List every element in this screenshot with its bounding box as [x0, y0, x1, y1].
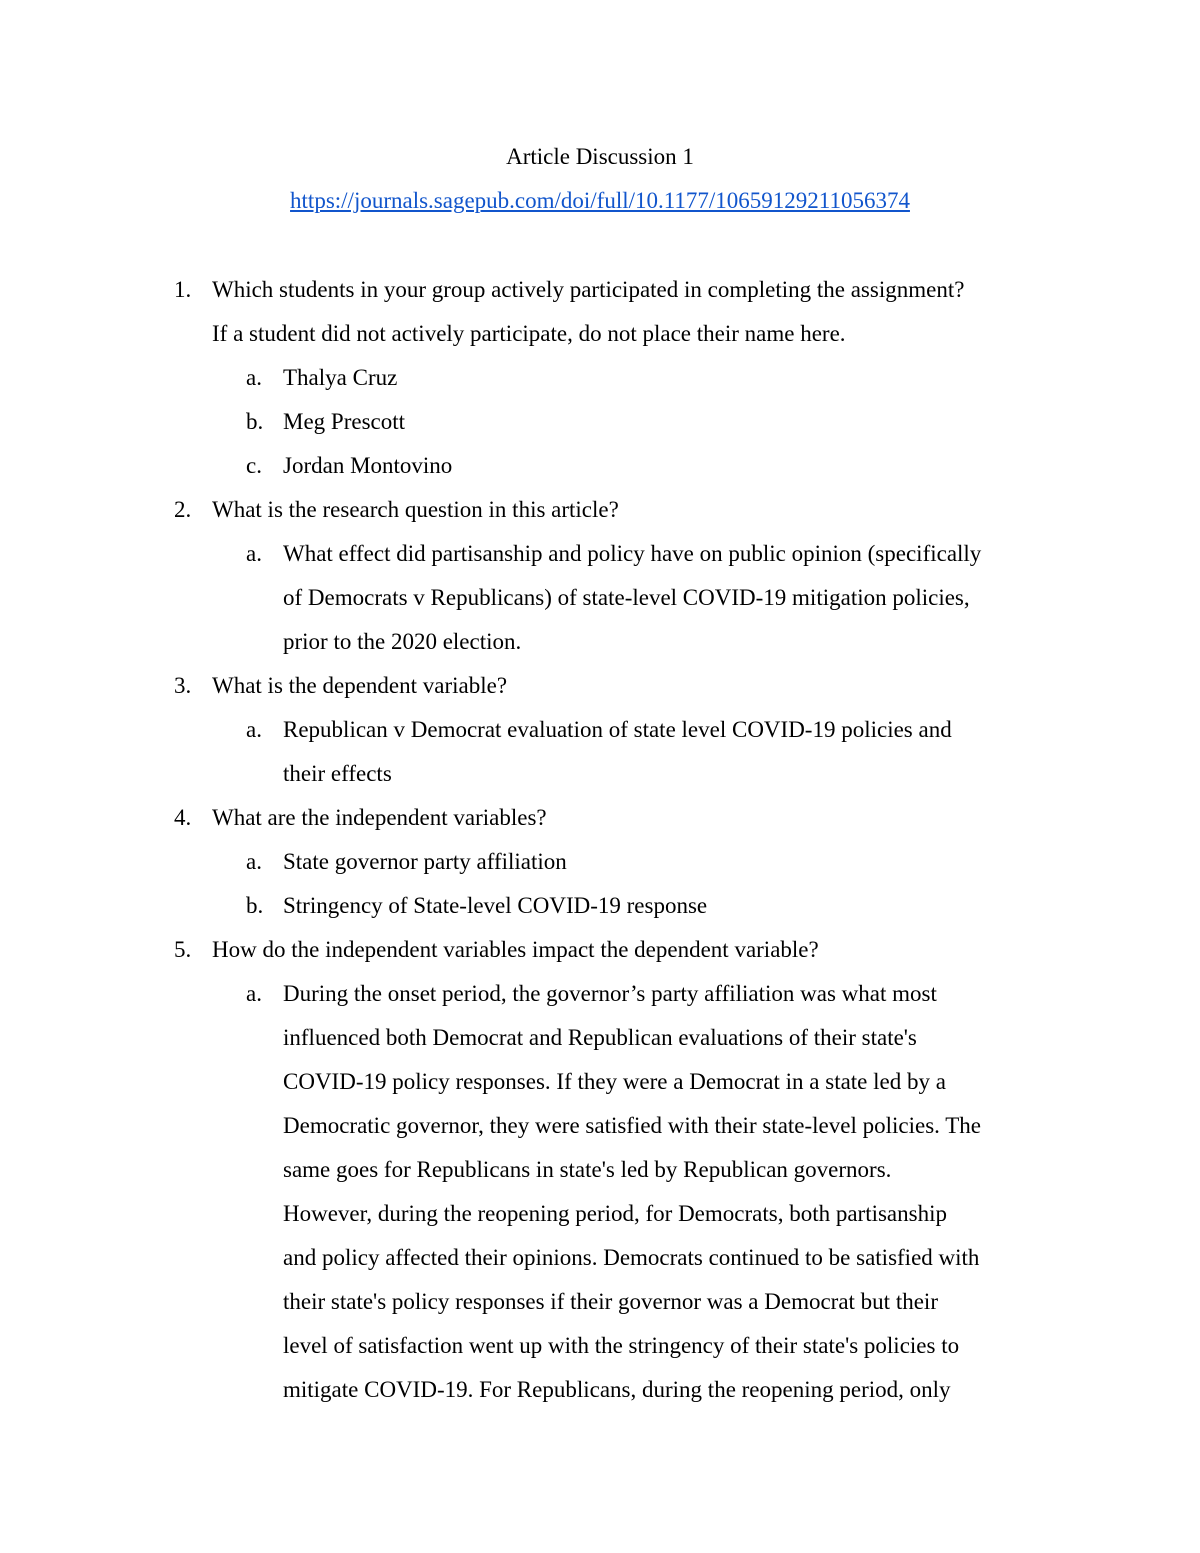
answer-text-line: Republican v Democrat evaluation of state level COVID-19 policies and	[283, 717, 952, 742]
answer-item	[0, 444, 1073, 488]
question-text-line: What is the research question in this article?	[212, 497, 619, 522]
answer-item	[0, 708, 1073, 796]
question-text-line: What are the independent variables?	[212, 805, 547, 830]
answer-item	[0, 884, 1073, 928]
answer-letter: a.	[246, 849, 262, 874]
question-number: 1.	[174, 277, 192, 302]
article-link-line	[0, 187, 1200, 215]
question-text-line: Which students in your group actively participated in completing the assignment?	[212, 277, 965, 302]
question-item	[0, 796, 1072, 840]
answer-letter: a.	[246, 717, 262, 742]
question-text-line: If a student did not actively participate, do not place their name here.	[212, 321, 846, 346]
answer-item	[0, 356, 1073, 400]
answer-text-line: Stringency of State-level COVID-19 response	[283, 893, 708, 918]
answer-text-line: Thalya Cruz	[283, 365, 398, 390]
answer-letter: a.	[246, 541, 262, 566]
question-text-line: How do the independent variables impact the dependent variable?	[212, 937, 819, 962]
answer-item	[0, 840, 1073, 884]
answer-letter: c.	[246, 453, 262, 478]
answer-letter: b.	[246, 893, 264, 918]
answer-item	[0, 532, 1073, 664]
question-number: 4.	[174, 805, 192, 830]
answer-text-line: and policy affected their opinions. Democrats continued to be satisfied with	[283, 1245, 980, 1270]
answer-text-line: mitigate COVID-19. For Republicans, during the reopening period, only	[283, 1377, 951, 1402]
answer-text-line: Meg Prescott	[283, 409, 406, 434]
answer-text-line: influenced both Democrat and Republican evaluations of their state's	[283, 1025, 917, 1050]
question-list	[0, 268, 1200, 1412]
answer-letter: a.	[246, 365, 262, 390]
question-item	[0, 664, 1072, 708]
answer-text-line: Jordan Montovino	[283, 453, 453, 478]
question-number: 5.	[174, 937, 192, 962]
question-number: 2.	[174, 497, 192, 522]
answer-text-line: their state's policy responses if their governor was a Democrat but their	[283, 1289, 938, 1314]
answer-text-line: During the onset period, the governor’s party affiliation was what most	[283, 981, 937, 1006]
answer-text-line: level of satisfaction went up with the stringency of their state's policies to	[283, 1333, 960, 1358]
question-number: 3.	[174, 673, 192, 698]
answer-text-line: their effects	[283, 761, 392, 786]
answer-text-line: of Democrats v Republicans) of state-level COVID-19 mitigation policies,	[283, 585, 970, 610]
question-item	[0, 928, 1072, 972]
answer-text-line: State governor party affiliation	[283, 849, 567, 874]
article-link[interactable]: https://journals.sagepub.com/doi/full/10.1177/10659129211056374	[290, 188, 910, 213]
answer-text-line: COVID-19 policy responses. If they were a Democrat in a state led by a	[283, 1069, 946, 1094]
answer-text-line: Democratic governor, they were satisfied with their state-level policies. The	[283, 1113, 981, 1138]
answer-item	[0, 400, 1073, 444]
question-item	[0, 488, 1072, 532]
answer-letter: a.	[246, 981, 262, 1006]
answer-text-line: What effect did partisanship and policy have on public opinion (specifically	[283, 541, 982, 566]
answer-text-line: same goes for Republicans in state's led by Republican governors.	[283, 1157, 892, 1182]
answer-item	[0, 972, 1073, 1412]
question-item	[0, 268, 1072, 356]
answer-text-line: However, during the reopening period, for Democrats, both partisanship	[283, 1201, 947, 1226]
answer-text-line: prior to the 2020 election.	[283, 629, 522, 654]
document-title: Article Discussion 1	[506, 144, 694, 169]
question-text-line: What is the dependent variable?	[212, 673, 508, 698]
answer-letter: b.	[246, 409, 264, 434]
